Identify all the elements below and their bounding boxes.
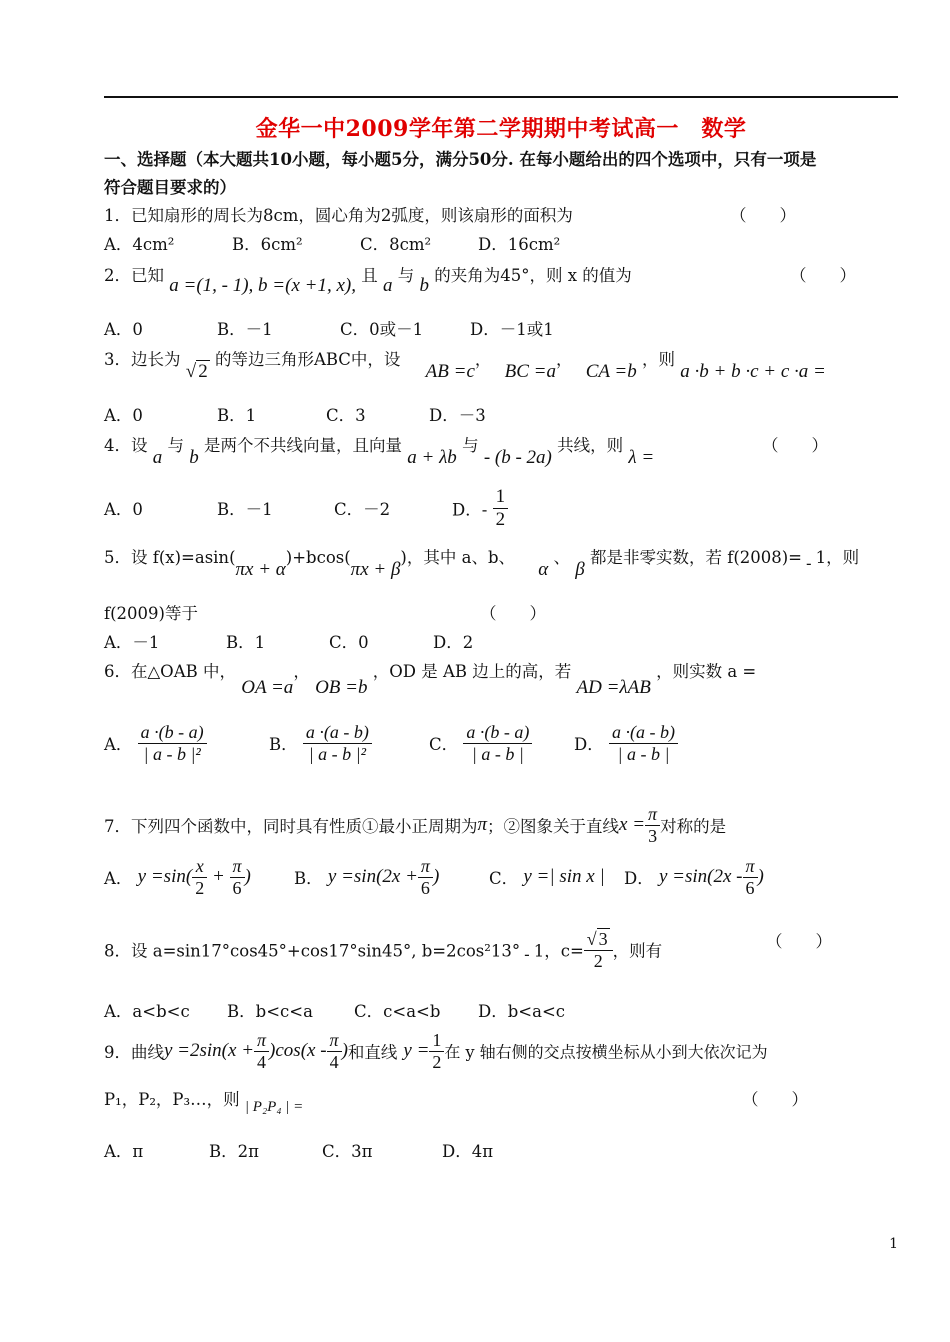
answer-paren-2: （ ） [790,266,856,285]
q7-frac: $\frac{\pi}{3}$ [645,804,660,846]
q9-option-c: C．3π [322,1142,373,1161]
section-heading: 一、选择题（本大题共10小题，每小题5分，满分50分. 在每小题给出的四个选项中，只有一项是 [104,150,817,169]
q7-option-a: A． y =sin( $\frac{x}{2}$ + $\frac{\pi}{6}$ ) [104,856,251,898]
q9-f3: | P₂P₄ | = [244,1099,304,1115]
q3-f3: CA =b [585,361,637,382]
q7-option-d: D． y =sin(2x - $\frac{\pi}{6}$ ) [624,856,764,898]
q8-option-d: D．b<a<c [478,1002,566,1021]
q3-option-a: A．0 [104,406,143,425]
q6-f2: OB =b [315,677,368,698]
q8-options [104,998,565,1022]
q9-option-a: A．π [104,1142,144,1161]
q2-options [104,316,554,340]
answer-paren-5: （ ） [480,604,546,623]
q3-f1: AB =c [425,361,475,382]
question-7: 7．下列四个函数中，同时具有性质①最小正周期为π；②图象关于直线x = $\frac{\pi}{3}$ 对称的是 [104,804,727,846]
question-8: 8．设 a=sin17°cos45°+cos17°sin45°, b=2cos²13° - 1，c= $\frac{√ 3}{2}$ ，则有 [104,929,663,971]
question-6: 6．在△OAB 中， OA =a， OB =b ，OD 是 AB 边上的高，若 AD =λAB ，则实数 a = [104,662,757,698]
q4-vec-b: b [189,447,199,468]
q1-option-c: C．8cm² [360,235,432,254]
answer-paren-9: （ ） [742,1090,808,1109]
q3-option-b: B．1 [217,406,257,425]
question-1: 1．已知扇形的周长为8cm，圆心角为2弧度，则该扇形的面积为 [104,206,573,225]
q4-option-d-frac: $\frac{1}{2}$ [493,486,509,531]
q8-option-c: C．c<a<b [354,1002,441,1021]
section-heading-cont: 符合题目要求的） [104,178,236,197]
q3-options [104,402,486,426]
q8-option-a: A．a<b<c [104,1002,190,1021]
q7-options [104,856,764,898]
q4-vec-a: a [152,447,163,468]
q2-vec-a: a [382,275,393,296]
q2-formula: a =(1, - 1), b =(x +1, x), [169,275,356,296]
q3-sqrt: √ 2 [185,361,208,382]
header-rule [104,96,898,98]
q7-option-c: C． y =| sin x | [489,866,605,889]
q9-option-b: B．2π [209,1142,259,1161]
q3-f2: BC =a [504,361,556,382]
q1-option-a: A．4cm² [104,235,175,254]
q1-option-b: B．6cm² [232,235,303,254]
q9-option-d: D．4π [442,1142,494,1161]
question-5-cont: f(2009)等于 [104,604,198,623]
q6-f3: AD =λAB [576,677,651,698]
q1-options [104,231,560,255]
q4-f1: a + λb [407,447,457,468]
question-3: 3．边长为 √ 2 的等边三角形ABC中，设 AB =c， BC =a， CA =b ，则 a ·b + b ·c + c ·a = [104,350,826,382]
q7-option-b: B． y =sin(2x + $\frac{\pi}{6}$ ) [294,856,440,898]
q5-option-a: A．－1 [104,633,160,652]
q5-options [104,629,473,653]
q6-option-d: D． $\frac{a \cdot(a - b)}{| a - b |}$ [574,722,678,764]
page-title: 金华一中2009学年第二学期期中考试高一 数学 [255,116,747,142]
q4-option-c: C．－2 [334,500,391,520]
q5-beta: β [575,559,585,580]
answer-paren-8: （ ） [766,932,832,951]
q4-option-b: B．－1 [217,500,273,520]
q2-option-d: D．－1或1 [470,320,554,339]
q5-f1: πx + α [235,559,286,580]
q8-option-b: B．b<c<a [227,1002,313,1021]
q5-option-b: B．1 [226,633,266,652]
q6-option-c: C． $\frac{a \cdot(b - a)}{| a - b |}$ [429,722,574,764]
q4-option-d: D．- [452,500,488,520]
q4-f3: λ = [628,447,655,468]
q3-option-c: C．3 [326,406,366,425]
question-5: 5．设 f(x)=asin(πx + α)+bcos(πx + β)，其中 a、b、 α 、 β 都是非零实数，若 f(2008)= - 1，则 [104,548,860,580]
q4-option-a: A．0 [104,500,143,520]
q8-frac: $\frac{√ 3}{2}$ [584,928,613,971]
q5-alpha: α [538,559,549,580]
q6-f1: OA =a [241,677,294,698]
q4-options [104,486,508,531]
question-2: 2．已知 a =(1, - 1), b =(x +1, x), 且 a 与 b 的夹角为45°，则 x 的值为 [104,266,632,296]
q5-f2: πx + β [350,559,401,580]
q3-f4: a ·b + b ·c + c ·a = [680,361,826,382]
q6-option-a: A． $\frac{a \cdot(b - a)}{\text{| a - b |²}}$ [104,722,269,764]
question-4: 4．设 a 与 b 是两个不共线向量，且向量 a + λb 与 - (b - 2a) 共线，则 λ = [104,436,655,468]
answer-paren-1: （ ） [730,206,796,225]
q9-options [104,1138,493,1162]
q1-option-d: D．16cm² [478,235,561,254]
q6-option-b: B． $\frac{a \cdot(a - b)}{\text{| a - b |²}}$ [269,722,429,764]
q2-option-b: B．－1 [217,320,273,339]
q6-options [104,722,678,764]
q2-vec-b: b [419,275,429,296]
question-9-cont: P₁，P₂，P₃…，则 | P₂P₄ | = [104,1090,304,1115]
q2-option-a: A．0 [104,320,143,339]
question-9: 9．曲线y =2sin(x + $\frac{\pi}{4}$ )cos(x - $\frac{\pi}{4}$ )和直线 y = $\frac{1}{2}$ 在 y 轴右侧的交点按横坐标从小到大依次记为 [104,1030,768,1072]
page-number: 1 [889,1236,898,1252]
q5-option-d: D．2 [433,633,474,652]
q2-option-c: C．0或－1 [340,320,424,339]
q3-option-d: D．－3 [429,406,486,425]
q4-f2: - (b - 2a) [483,447,552,468]
q5-option-c: C．0 [329,633,369,652]
answer-paren-4: （ ） [762,436,828,455]
